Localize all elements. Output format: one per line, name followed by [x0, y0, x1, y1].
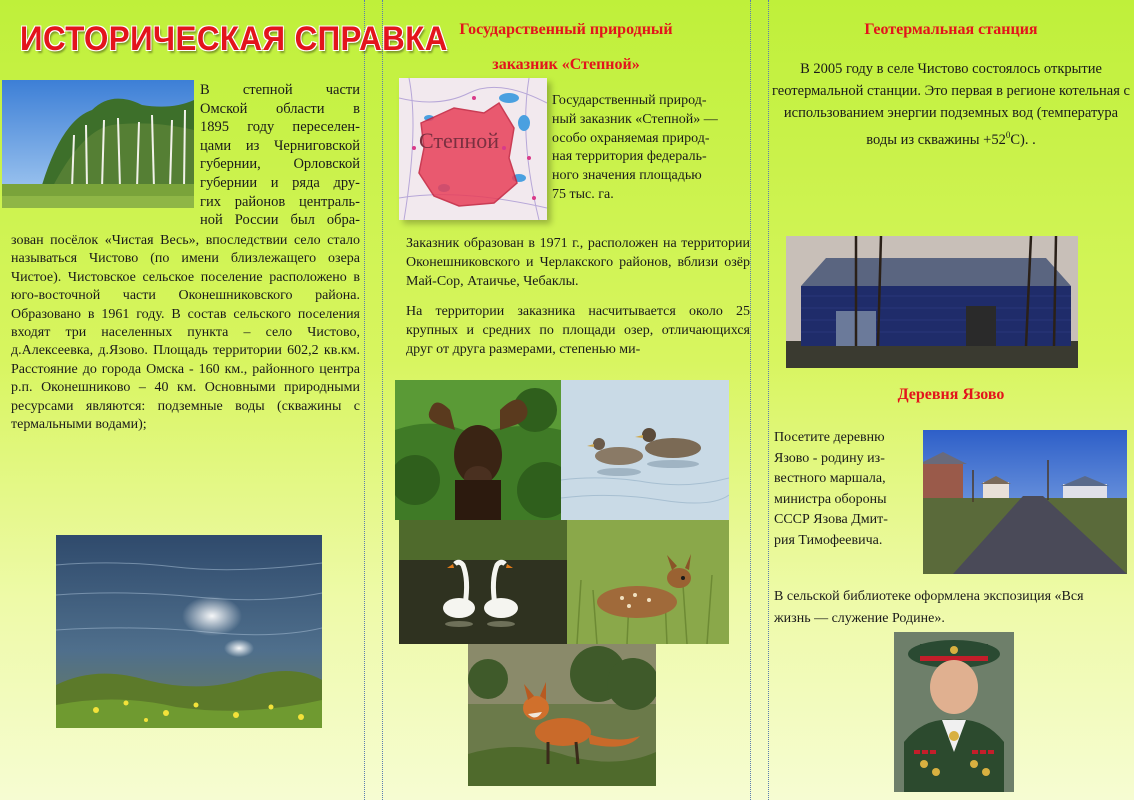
reserve-intro-line: Государственный природ- — [552, 93, 707, 108]
moose-photo — [395, 380, 561, 520]
village-line: Посетите деревню — [774, 430, 885, 445]
history-body: зован посёлок «Чистая Весь», впоследствии село стало называться Чистово (по имени близлежащего озера Чистое). Чистовское сельское поселение расположено в юго-восточной части Оконешниковского района. Образовано в 1961 году. В состав сельского поселения входят три населенных пункта – село Чистово, д.Алексеевка, д.Язово. Площадь территории 602,2 кв.км. Расстояние до города Омска - 160 км., районного центра р.п. Оконешниково – 40 км. Основными природными ресурсами являются: подземные воды (скважины с термальными водами); — [11, 233, 360, 433]
history-intro-line: губернии и ряда дру- — [200, 174, 360, 191]
reserve-para1: Заказник образован в 1971 г., расположен на территории Оконешниковского и Черлакского районов, вблизи озёр Май-Сор, Атаичье, Чебаклы. — [406, 236, 750, 289]
reserve-intro-line: особо охраняемая природ- — [552, 130, 710, 146]
reserve-map — [399, 78, 547, 220]
reserve-intro-line: ный заказник «Степной» — — [552, 111, 718, 127]
village-line: СССР Язова Дмит- — [774, 512, 888, 527]
ducks-photo — [561, 380, 729, 520]
village-line: вестного маршала, — [774, 471, 886, 486]
geothermal-station-photo — [786, 236, 1078, 368]
history-intro-line: губернии, Орловской — [200, 156, 360, 173]
marshal-portrait — [894, 632, 1014, 792]
history-title: ИСТОРИЧЕСКАЯ СПРАВКА — [20, 20, 448, 58]
geothermal-text-main: В 2005 году в селе Чистово состоялось открытие геотермальной станции. Это первая в регионе котельная с использованием энергии подземных вод (температура воды из скважины +52 — [772, 61, 1130, 148]
history-intro-line: ной России был обра- — [200, 212, 360, 229]
reserve-title-line1: Государственный природный — [459, 21, 673, 38]
village-photo — [923, 430, 1127, 574]
fold-line-1 — [364, 0, 365, 800]
fox-photo — [468, 644, 656, 786]
panel-history — [0, 0, 448, 800]
map-label: Степной — [419, 128, 500, 153]
history-intro-line: В степной части — [200, 82, 360, 98]
village-intro — [774, 428, 924, 551]
fawn-photo — [567, 520, 729, 644]
history-intro-line: 1895 году переселен- — [200, 119, 360, 136]
reserve-intro-line: ная территория федераль- — [552, 149, 707, 165]
library-text: В сельской библиотеке оформлена экспозиция «Вся жизнь — служение Родине». — [774, 589, 1084, 626]
village-line: рия Тимофеевича. — [774, 532, 883, 548]
fold-line-3 — [750, 0, 751, 800]
village-line: министра обороны — [774, 491, 887, 507]
history-intro-line: гих районов централь- — [200, 193, 360, 210]
geothermal-title: Геотермальная станция — [864, 21, 1038, 38]
history-intro — [200, 81, 360, 230]
reserve-intro — [552, 92, 742, 205]
degree-superscript: 0 — [1005, 130, 1011, 140]
lake-photo — [56, 535, 322, 728]
reserve-title-line2: заказник «Степной» — [492, 56, 640, 73]
reserve-para2: На территории заказника насчитывается около 25 крупных и средних по площади озер, отличающихся друг от друга размерами, степенью ми- — [406, 304, 750, 357]
panel-reserve — [382, 0, 750, 800]
history-intro-line: цами из Черниговской — [200, 137, 360, 154]
history-intro-line: Омской области в — [200, 100, 360, 117]
birch-grove-photo — [2, 80, 194, 208]
village-title: Деревня Язово — [897, 386, 1005, 403]
village-line: Язово - родину из- — [774, 450, 885, 466]
reserve-intro-line: ного значения площадью — [552, 168, 702, 184]
geothermal-text-end: С). . — [1010, 131, 1036, 148]
reserve-intro-line: 75 тыс. га. — [552, 186, 614, 202]
swans-photo — [399, 520, 567, 644]
panel-geothermal — [768, 0, 1134, 800]
geothermal-text — [772, 58, 1130, 151]
